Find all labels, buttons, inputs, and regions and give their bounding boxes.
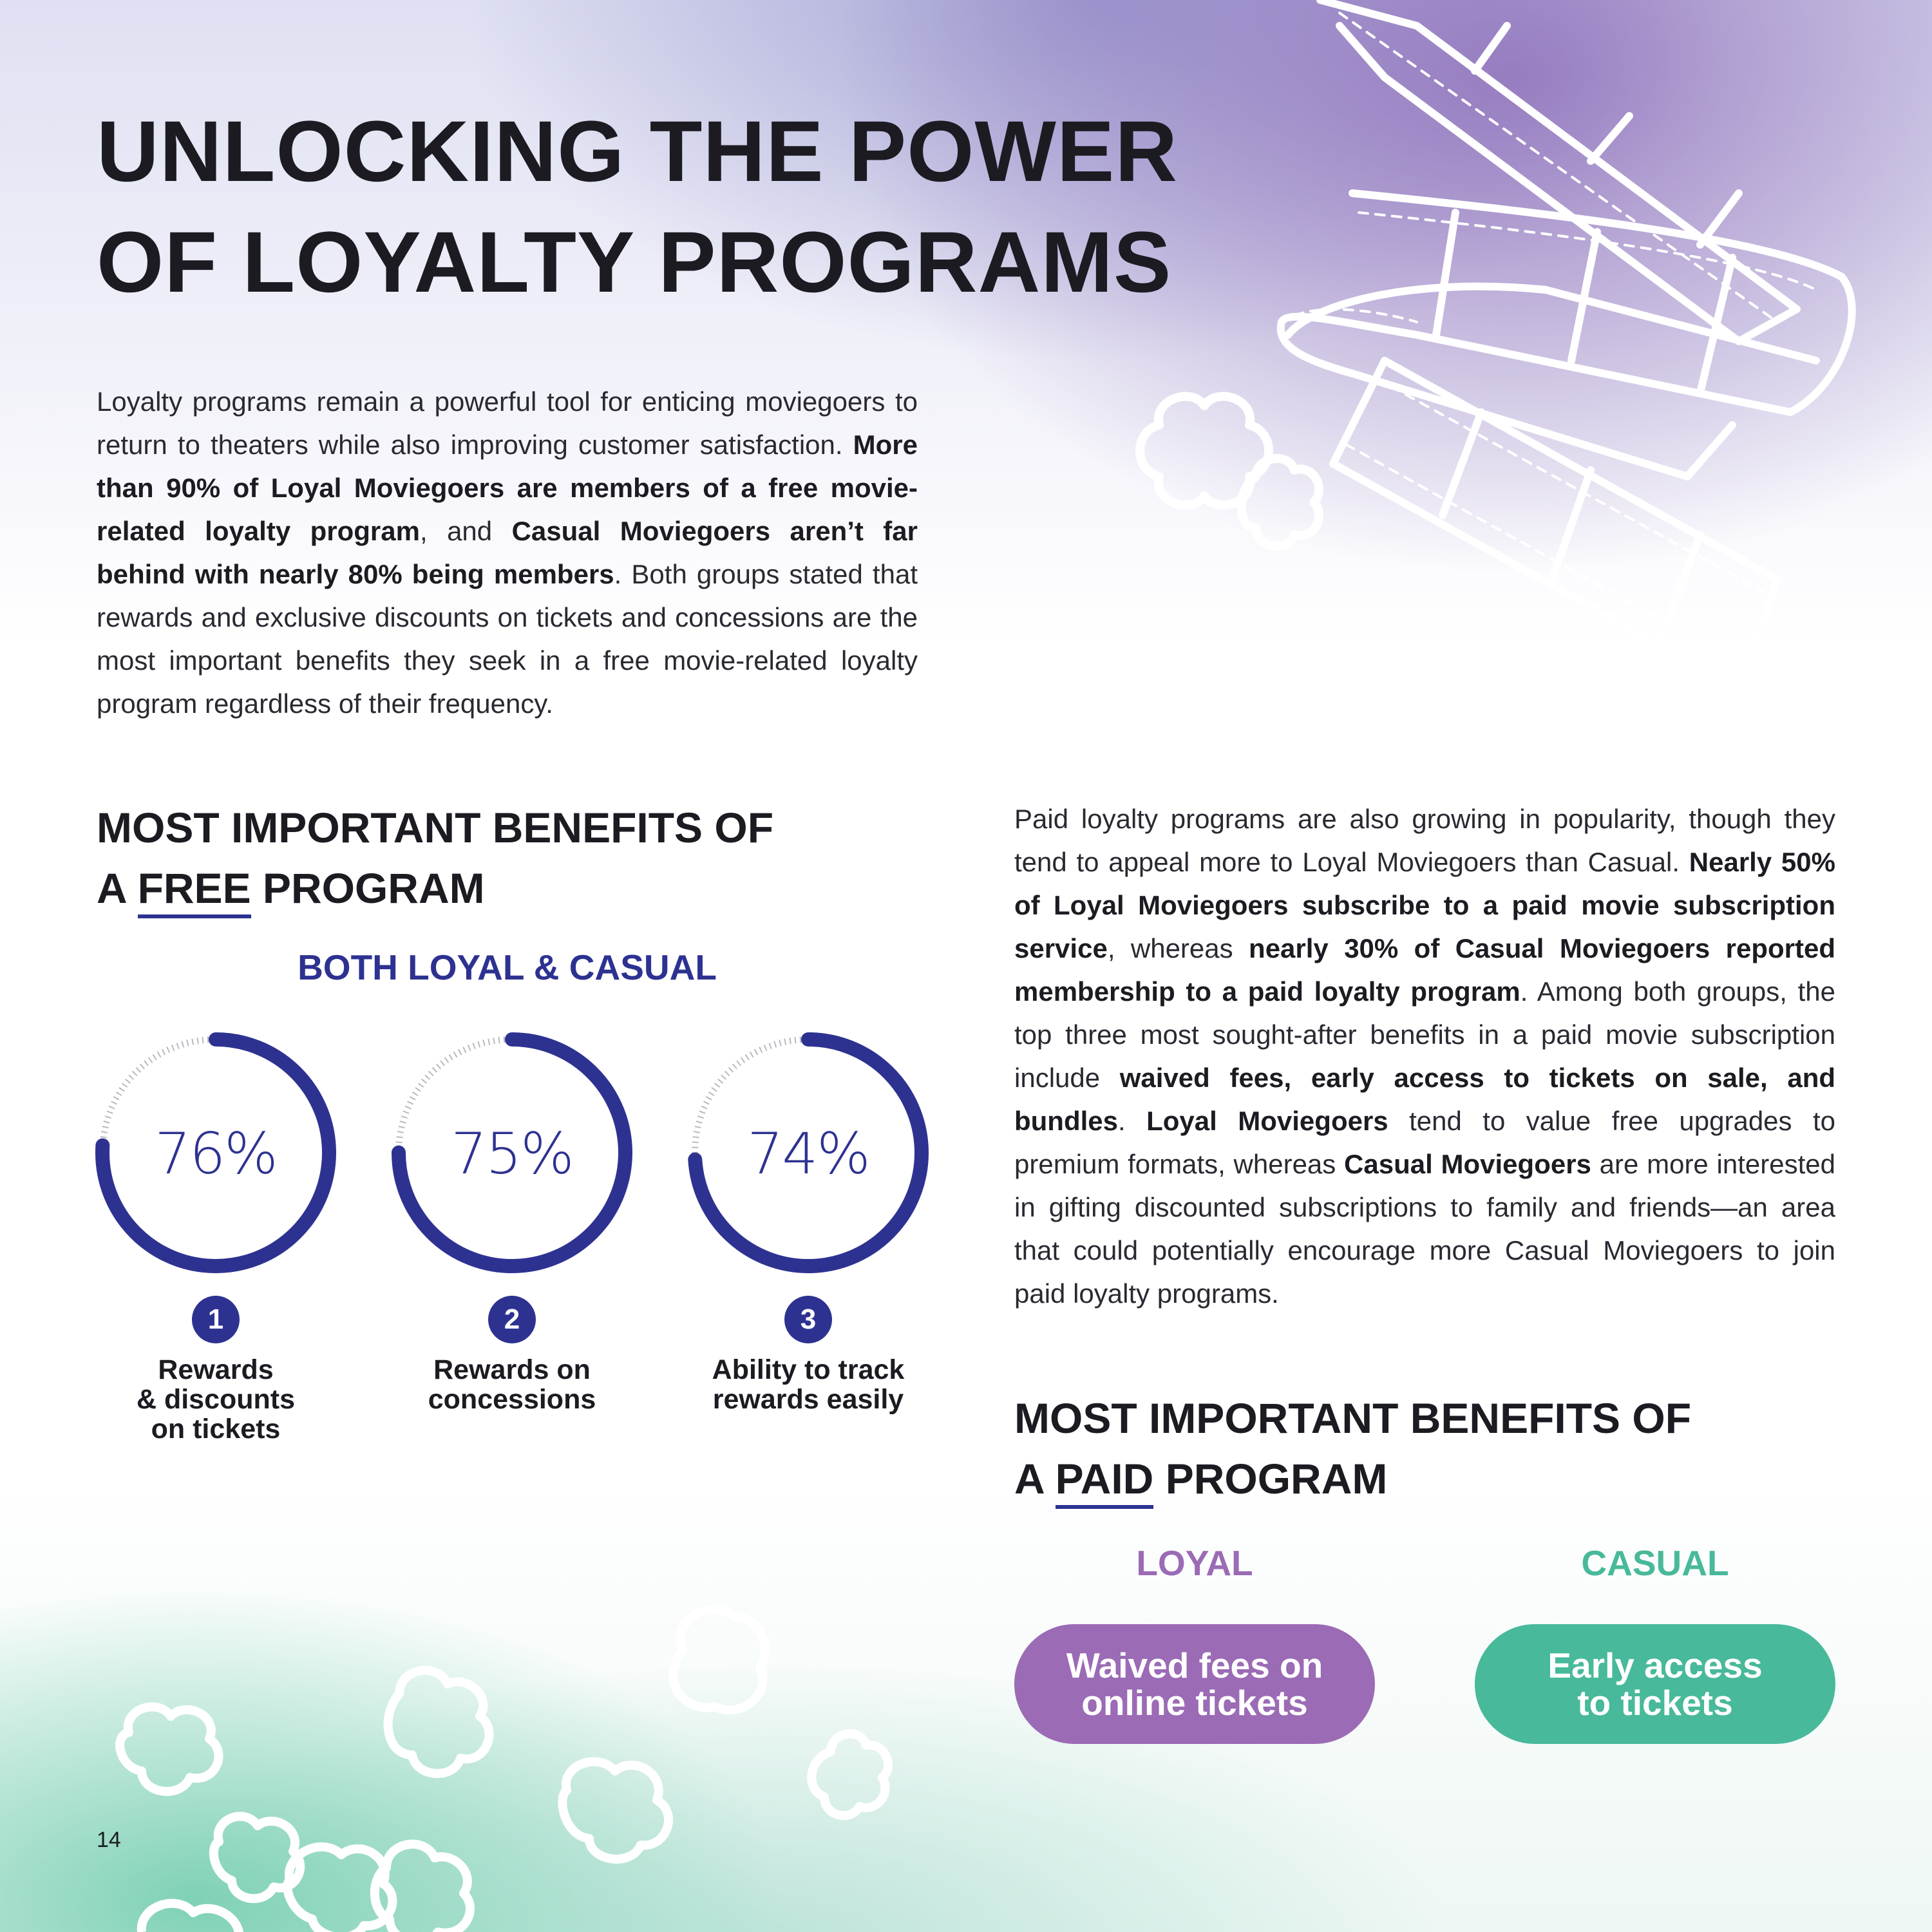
heading-underlined-word: PAID: [1056, 1455, 1154, 1509]
heading-suffix: PROGRAM: [1153, 1455, 1388, 1502]
title-line-2: OF LOYALTY PROGRAMS: [97, 214, 1172, 310]
paid-text: Paid loyalty programs are also growing in popularity, though they tend to appeal more to Loyal Moviegoers than Casual.: [1014, 804, 1835, 877]
heading-prefix: A: [1014, 1455, 1056, 1502]
casual-label: CASUAL: [1581, 1543, 1729, 1583]
paid-text: are more interested in gifting discounted subscriptions to family and friends—an area that could potentially encourage more Casual Moviegoers to join paid loyalty programs.: [1014, 1149, 1835, 1309]
paid-bold: Nearly 50% of Loyal Moviegoers subscribe to a paid movie subscription service: [1014, 847, 1835, 963]
heading-line-1: MOST IMPORTANT BENEFITS OF: [1014, 1394, 1692, 1442]
title-line-1: UNLOCKING THE POWER: [97, 104, 1179, 200]
popcorn-icon: [1140, 397, 1319, 547]
paid-bold: nearly 30% of Casual Moviegoers reported membership to a paid loyalty program: [1014, 933, 1835, 1007]
paid-programs-paragraph: [1014, 797, 1835, 1315]
loyal-benefit-pill: Waived fees on online tickets: [1014, 1624, 1375, 1744]
benefit-label: Rewards & discounts on tickets: [136, 1354, 296, 1444]
intro-paragraph: [97, 380, 918, 725]
film-reel-icon: [1281, 0, 1852, 689]
page-title: [97, 97, 1320, 318]
rank-badge: 3: [784, 1296, 832, 1343]
paid-bold: Loyal Moviegoers: [1146, 1106, 1388, 1136]
rank-badge: 1: [192, 1296, 240, 1343]
loyal-label: LOYAL: [1136, 1543, 1253, 1583]
intro-bold: More than 90% of Loyal Moviegoers are members of a free movie-related loyalty program: [97, 430, 918, 546]
percent-value: 76%: [155, 1121, 277, 1187]
intro-text: . Both groups stated that rewards and exclusive discounts on tickets and concessions are the most important benefits they seek in a free movie-related loyalty program regardless of their frequency.: [97, 559, 918, 719]
percent-value: 74%: [747, 1121, 869, 1187]
percent-value: 75%: [451, 1121, 573, 1187]
heading-prefix: A: [97, 864, 138, 912]
intro-text: , and: [419, 516, 512, 546]
intro-bold: Casual Moviegoers aren’t far behind with nearly 80% being members: [97, 516, 918, 589]
paid-text: .: [1118, 1106, 1147, 1136]
paid-text: . Among both groups, the top three most sought-after benefits in a paid movie subscription include: [1014, 976, 1835, 1093]
heading-suffix: PROGRAM: [251, 864, 485, 912]
heading-line-1: MOST IMPORTANT BENEFITS OF: [97, 804, 774, 851]
free-program-heading: [97, 797, 934, 918]
paid-program-heading: [1014, 1388, 1852, 1509]
paid-text: , whereas: [1107, 933, 1249, 963]
heading-underlined-word: FREE: [138, 864, 251, 918]
paid-text: tend to value free upgrades to premium formats, whereas: [1014, 1106, 1836, 1179]
paid-bold: waived fees, early access to tickets on sale, and bundles: [1014, 1063, 1836, 1136]
intro-text: Loyalty programs remain a powerful tool for enticing moviegoers to return to theaters while also improving customer satisfaction.: [97, 386, 918, 460]
free-subheading: BOTH LOYAL & CASUAL: [298, 947, 717, 987]
benefit-label: Rewards on concessions: [428, 1354, 596, 1415]
benefit-label: Ability to track rewards easily: [712, 1354, 905, 1415]
paid-bold: Casual Moviegoers: [1344, 1149, 1591, 1179]
page-number: 14: [97, 1828, 121, 1852]
casual-benefit-pill: Early access to tickets: [1475, 1624, 1835, 1744]
rank-badge: 2: [488, 1296, 536, 1343]
popcorn-icon: [120, 1610, 888, 1932]
